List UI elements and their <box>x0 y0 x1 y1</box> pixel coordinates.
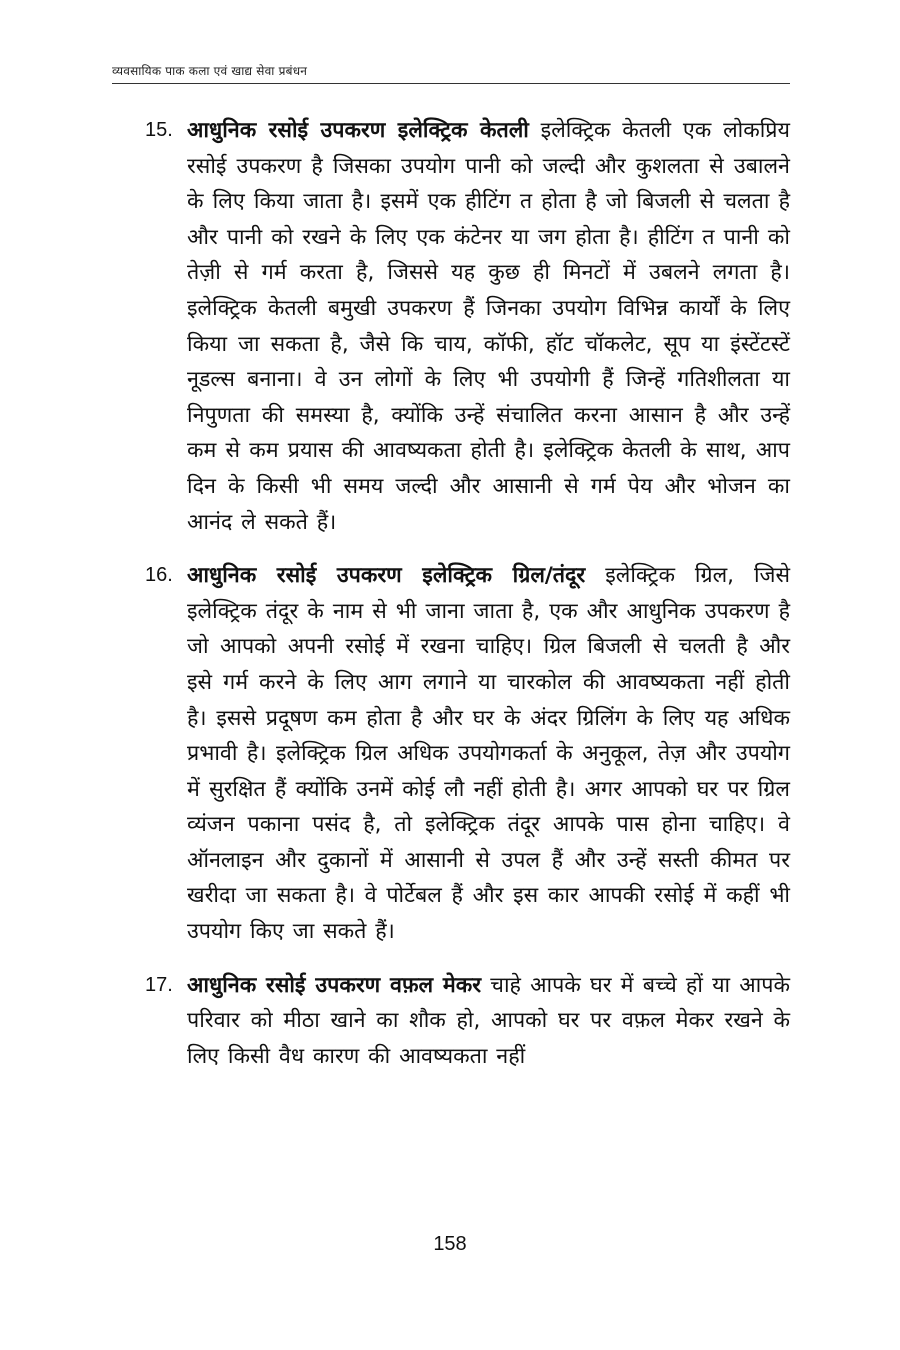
item-paragraph <box>187 113 790 540</box>
item-paragraph <box>187 968 790 1075</box>
running-header: व्यवसायिक पाक कला एवं खाद्य सेवा प्रबंधन <box>112 64 308 78</box>
item-body: इलेक्ट्रिक ग्रिल, जिसे इलेक्ट्रिक तंदूर के नाम से भी जाना जाता है, एक और आधुनिक उपकरण है जो आपको अपनी रसोई में रखना चाहिए। ग्रिल बिजली से चलती है और इसे गर्म करने के लिए आग लगाने या चारकोल की आवष्यकता नहीं होती है। इससे प्रदूषण कम होता है और घर के अंदर ग्रिलिंग के लिए यह अधिक प्रभावी है। इलेक्ट्रिक ग्रिल अधिक उपयोगकर्ता के अनुकूल, तेज़ और उपयोग में सुरक्षित हैं क्योंकि उनमें कोई लौ नहीं होती है। अगर आपको घर पर ग्रिल व्यंजन पकाना पसंद है, तो इलेक्ट्रिक तंदूर आपके पास होना चाहिए। वे ऑनलाइन और दुकानों में आसानी से उपल हैं और उन्हें सस्ती कीमत पर खरीदा जा सकता है। वे पोर्टेबल हैं और इस कार आपकी रसोई में कहीं भी उपयोग किए जा सकते हैं। <box>187 563 790 945</box>
item-heading: आधुनिक रसोई उपकरण वफ़ल मेकर <box>187 972 482 998</box>
item-heading: आधुनिक रसोई उपकरण इलेक्ट्रिक केतली <box>187 118 529 143</box>
item-paragraph <box>187 558 790 950</box>
list-item-17 <box>145 968 790 1075</box>
item-number: 17. <box>145 973 173 996</box>
list-item-16 <box>145 558 790 950</box>
item-number: 15. <box>145 119 173 141</box>
list-item-15 <box>145 113 790 540</box>
header-divider <box>112 83 790 84</box>
page-number: 158 <box>433 1233 467 1255</box>
page-body <box>145 113 790 1092</box>
item-heading: आधुनिक रसोई उपकरण इलेक्ट्रिक ग्रिल/तंदूर <box>187 563 586 589</box>
item-body: इलेक्ट्रिक केतली एक लोकप्रिय रसोई उपकरण है जिसका उपयोग पानी को जल्दी और कुशलता से उबालने के लिए किया जाता है। इसमें एक हीटिंग त होता है जो बिजली से चलता है और पानी को रखने के लिए एक कंटेनर या जग होता है। हीटिंग त पानी को तेज़ी से गर्म करता है, जिससे यह कुछ ही मिनटों में उबलने लगता है। इलेक्ट्रिक केतली बमुखी उपकरण हैं जिनका उपयोग विभिन्न कार्यों के लिए किया जा सकता है, जैसे कि चाय, कॉफी, हॉट चॉकलेट, सूप या इंस्टेंटस्टें नूडल्स बनाना। वे उन लोगों के लिए भी उपयोगी हैं जिन्हें गतिशीलता या निपुणता की समस्या है, क्योंकि उन्हें संचालित करना आसान है और उन्हें कम से कम प्रयास की आवष्यकता होती है। इलेक्ट्रिक केतली के साथ, आप दिन के किसी भी समय जल्दी और आसानी से गर्म पेय और भोजन का आनंद ले सकते हैं। <box>187 118 790 535</box>
item-body: चाहे आपके घर में बच्चे हों या आपके परिवार को मीठा खाने का शौक हो, आपको घर पर वफ़ल मेकर रखने के लिए किसी वैध कारण की आवष्यकता नहीं <box>187 972 790 1069</box>
item-number: 16. <box>145 564 173 587</box>
